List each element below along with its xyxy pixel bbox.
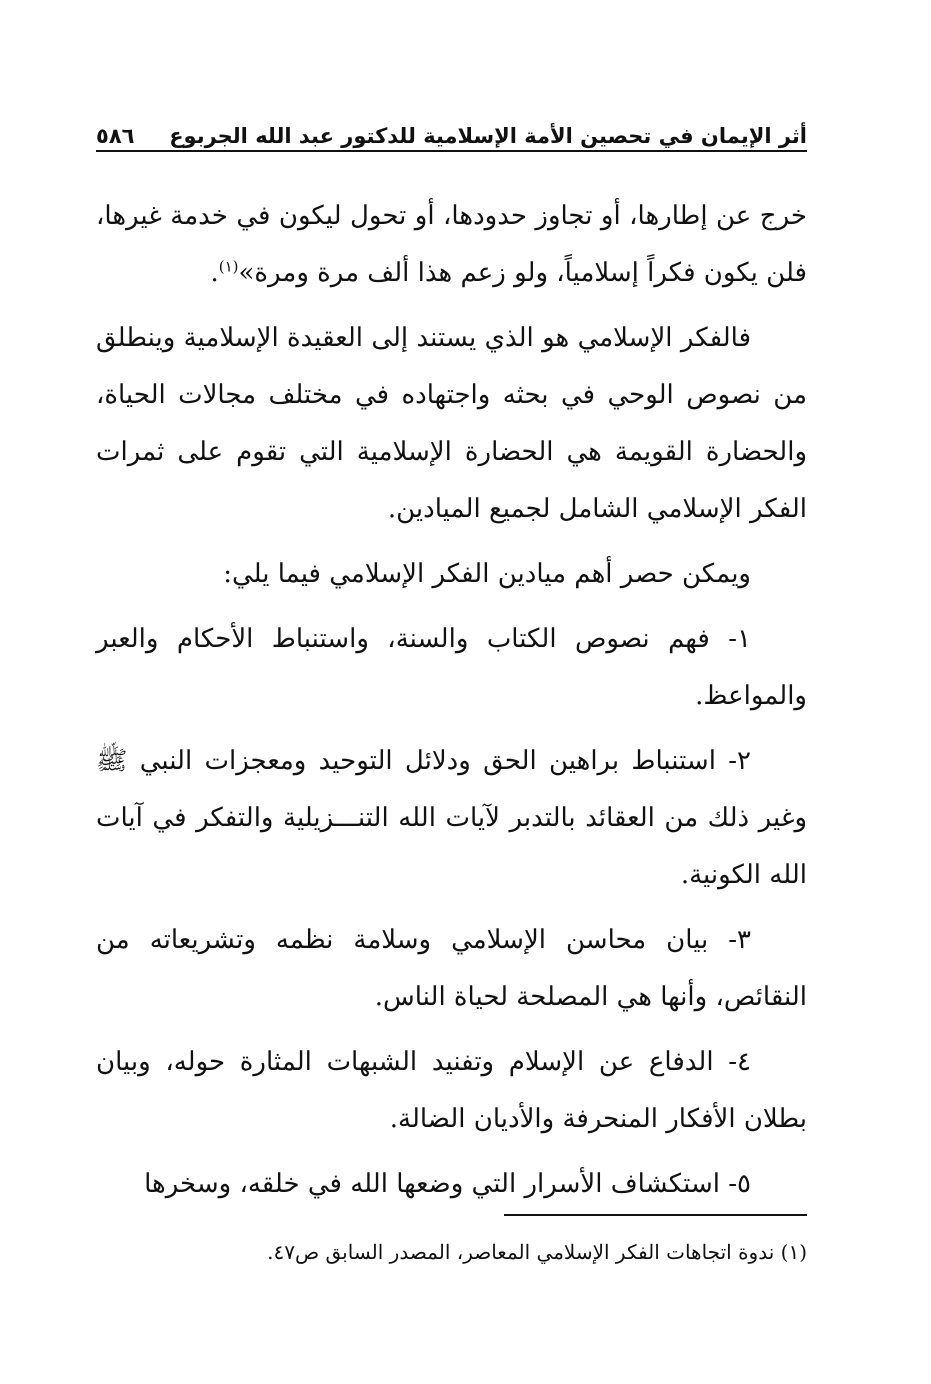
footnote-rule [504, 1214, 807, 1216]
paragraph-1 [96, 188, 807, 302]
running-header [96, 108, 807, 148]
list-item-2: ٢- استنباط براهين الحق ودلائل التوحيد ومعجزات النبي ﷺ وغير ذلك من العقائد بالتدبر لآيات الله التنـــزيلية والتفكر في آيات الله الكونية. [96, 746, 807, 890]
list-item-4: ٤- الدفاع عن الإسلام وتفنيد الشبهات المثارة حوله، وبيان بطلان الأفكار المنحرفة والأديان الضالة. [96, 1047, 807, 1134]
body-text [96, 188, 807, 1221]
list-item-3: ٣- بيان محاسن الإسلامي وسلامة نظمه وتشريعاته من النقائص، وأنها هي المصلحة لحياة الناس. [96, 925, 807, 1012]
header-title: أثر الإيمان في تحصين الأمة الإسلامية للدكتور عبد الله الجربوع [169, 124, 807, 148]
paragraph-1-text: خرج عن إطارها، أو تجاوز حدودها، أو تحول ليكون في خدمة غيرها، فلن يكون فكراً إسلامياً، ولو زعم هذا ألف مرة ومرة» [96, 201, 807, 288]
paragraph-3: ويمكن حصر أهم ميادين الفكر الإسلامي فيما يلي: [223, 559, 751, 589]
list-item-5: ٥- استكشاف الأسرار التي وضعها الله في خلقه، وسخرها [144, 1169, 751, 1199]
footnote-ref: (١) [218, 257, 239, 276]
header-rule [96, 150, 807, 152]
paragraph-2: فالفكر الإسلامي هو الذي يستند إلى العقيدة الإسلامية وينطلق من نصوص الوحي في بحثه واجتهاده في مختلف مجالات الحياة، والحضارة القويمة هي الحضارة الإسلامية التي تقوم على ثمرات الفكر الإسلامي الشامل لجميع الميادين. [96, 323, 807, 524]
footnote: (١) ندوة اتجاهات الفكر الإسلامي المعاصر، المصدر السابق ص٤٧. [267, 1240, 807, 1264]
paragraph-1-end: . [210, 258, 219, 288]
page-number: ٥٨٦ [96, 124, 135, 148]
list-item-1: ١- فهم نصوص الكتاب والسنة، واستنباط الأحكام والعبر والمواعظ. [96, 624, 807, 711]
